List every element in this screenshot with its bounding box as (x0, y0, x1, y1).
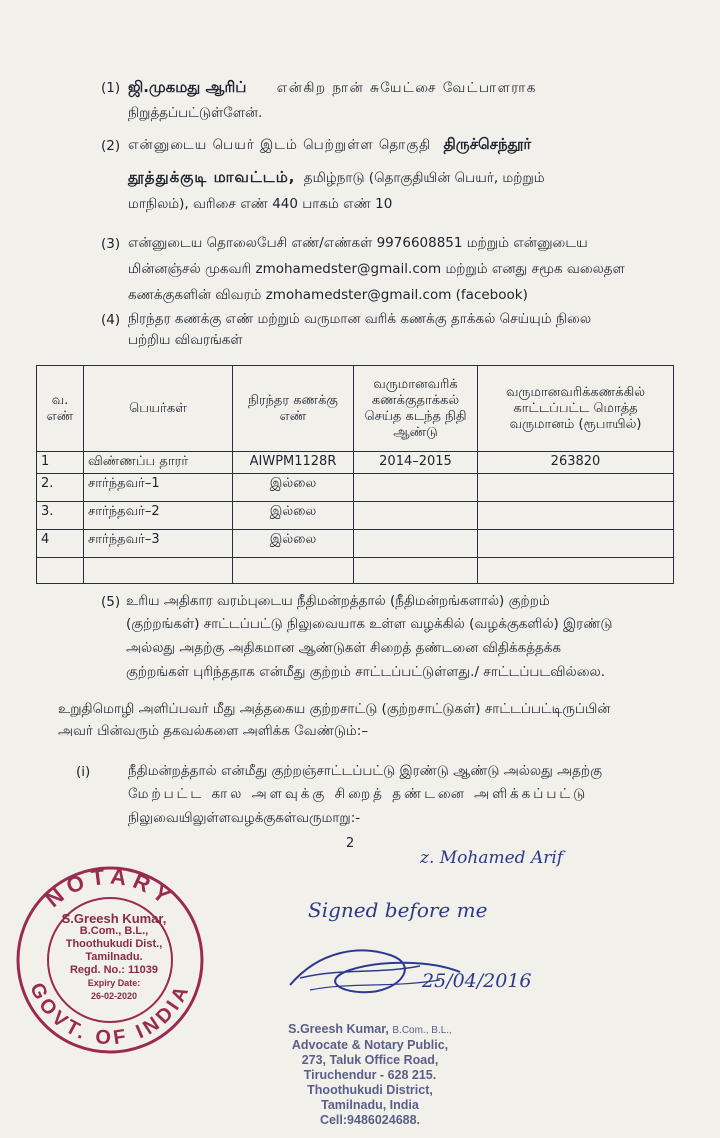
header-names: பெயர்கள் (84, 366, 233, 452)
sub-item-i-line-2: மேற்பட்ட கால அளவுக்கு சிறைத் தண்டனை அளிக்கப்பட்டு (128, 786, 589, 802)
item-2-line-3: மாநிலம்), வரிசை எண் 440 பாகம் எண் 10 (128, 196, 393, 212)
sub-item-i-number: (i) (76, 764, 91, 780)
item-3-line-3: கணக்குகளின் விவரம் zmohamedster@gmail.com (facebook) (128, 287, 528, 303)
stamp-ring-bottom-text: GOVT. OF INDIA (25, 979, 195, 1050)
header-serial: வ. எண் (37, 366, 84, 452)
item-3-line-1: என்னுடைய தொலைபேசி எண்/எண்கள் 9976608851 மற்றும் என்னுடைய (128, 235, 588, 251)
sub-item-i-line-1: நீதிமன்றத்தால் என்மீது குற்றஞ்சாட்டப்பட்டு இரண்டு ஆண்டு அல்லது அதற்கு (128, 763, 603, 779)
district-name: தூத்துக்குடி மாவட்டம், (128, 168, 296, 186)
notary-address: S.Greesh Kumar, B.Com., B.L., Advocate & Notary Public, 273, Taluk Office Road, Tiruchendur - 628 215. Thoothukudi District, Tamilnadu, India Cell:9486024688. (288, 1022, 452, 1127)
item-5-number: (5) (101, 594, 121, 610)
page-number: 2 (346, 836, 355, 851)
item-1-line-2: நிறுத்தப்பட்டுள்ளேன். (128, 105, 263, 121)
table-header-row (37, 366, 674, 452)
candidate-name: ஜி.முகமது ஆரிப் (128, 78, 247, 96)
item-5-line-1: உரிய அதிகார வரம்புடைய நீதிமன்றத்தால் (நீதிமன்றங்களால்) குற்றம் (126, 593, 550, 609)
item-3-number: (3) (101, 236, 121, 252)
header-total-income: வருமானவரிக்கணக்கில் காட்டப்பட்ட மொத்த வருமானம் (ரூபாயில்) (478, 366, 674, 452)
table-row: 3. சார்ந்தவர்–2 இல்லை (37, 502, 674, 530)
handwritten-date: 25/04/2016 (422, 970, 532, 992)
header-pan: நிரந்தர கணக்கு எண் (233, 366, 354, 452)
header-financial-year: வருமானவரிக் கணக்குதாக்கல் செய்த கடந்த நிதி ஆண்டு (354, 366, 478, 452)
item-5-line-2: (குற்றங்கள்) சாட்டப்பட்டு நிலுவையாக உள்ள வழக்கில் (வழக்குகளில்) இரண்டு (126, 616, 613, 632)
stamp-inner-text: S.Greesh Kumar, B.Com., B.L., Thoothukudi Dist., Tamilnadu. Regd. No.: 11039 Expiry Date: 26-02-2020 (61, 911, 167, 1001)
item-5-line-4: குற்றங்கள் புரிந்ததாக என்மீது குற்றம் சாட்டப்பட்டுள்ளது./ சாட்டப்படவில்லை. (126, 664, 605, 680)
table-row: 2. சார்ந்தவர்–1 இல்லை (37, 474, 674, 502)
handwritten-signed-before: Signed before me (308, 898, 488, 922)
item-4-number: (4) (101, 312, 121, 328)
item-2-number: (2) (101, 138, 121, 154)
item-1-number: (1) (101, 80, 121, 96)
stamp-ring-top-text: NOTARY (40, 863, 180, 913)
item-2-line-2: தூத்துக்குடி மாவட்டம், தமிழ்நாடு (தொகுதியின் பெயர், மற்றும் (128, 168, 545, 186)
item-4-line-2: பற்றிய விவரங்கள் (128, 332, 243, 348)
constituency-name: திருச்செந்தூர் (443, 135, 532, 153)
item-1-line-1: ஜி.முகமது ஆரிப் என்கிற நான் சுயேட்சை வேட்பாளராக (128, 78, 537, 96)
item-3-line-2: மின்னஞ்சல் முகவரி zmohamedster@gmail.com மற்றும் எனது சமூக வலைதள (128, 261, 625, 277)
pan-income-table (36, 365, 674, 584)
affidavit-line-2: அவர் பின்வரும் தகவல்களை அளிக்க வேண்டும்:– (58, 723, 369, 739)
item-5-line-3: அல்லது அதற்கு அதிகமான ஆண்டுகள் சிறைத் தண்டனை விதிக்கத்தக்க (126, 640, 562, 656)
item-4-line-1: நிரந்தர கணக்கு எண் மற்றும் வருமான வரிக் கணக்கு தாக்கல் செய்யும் நிலை (128, 311, 592, 327)
affidavit-line-1: உறுதிமொழி அளிப்பவர் மீது அத்தகைய குற்றசாட்டு (குற்றசாட்டுகள்) சாட்டப்பட்டிருப்பின் (58, 701, 611, 717)
sub-item-i-line-3: நிலுவையிலுள்ளவழக்குகள்வருமாறு:- (128, 810, 361, 826)
handwritten-signature: z. Mohamed Arif (420, 848, 564, 868)
table-row (37, 558, 674, 584)
item-2-line-1: என்னுடைய பெயர் இடம் பெற்றுள்ள தொகுதி திருச்செந்தூர் (128, 135, 532, 153)
table-row: 4 சார்ந்தவர்–3 இல்லை (37, 530, 674, 558)
table-row: 1 விண்ணப்ப தாரர் AIWPM1128R 2014–2015 263820 (37, 452, 674, 474)
